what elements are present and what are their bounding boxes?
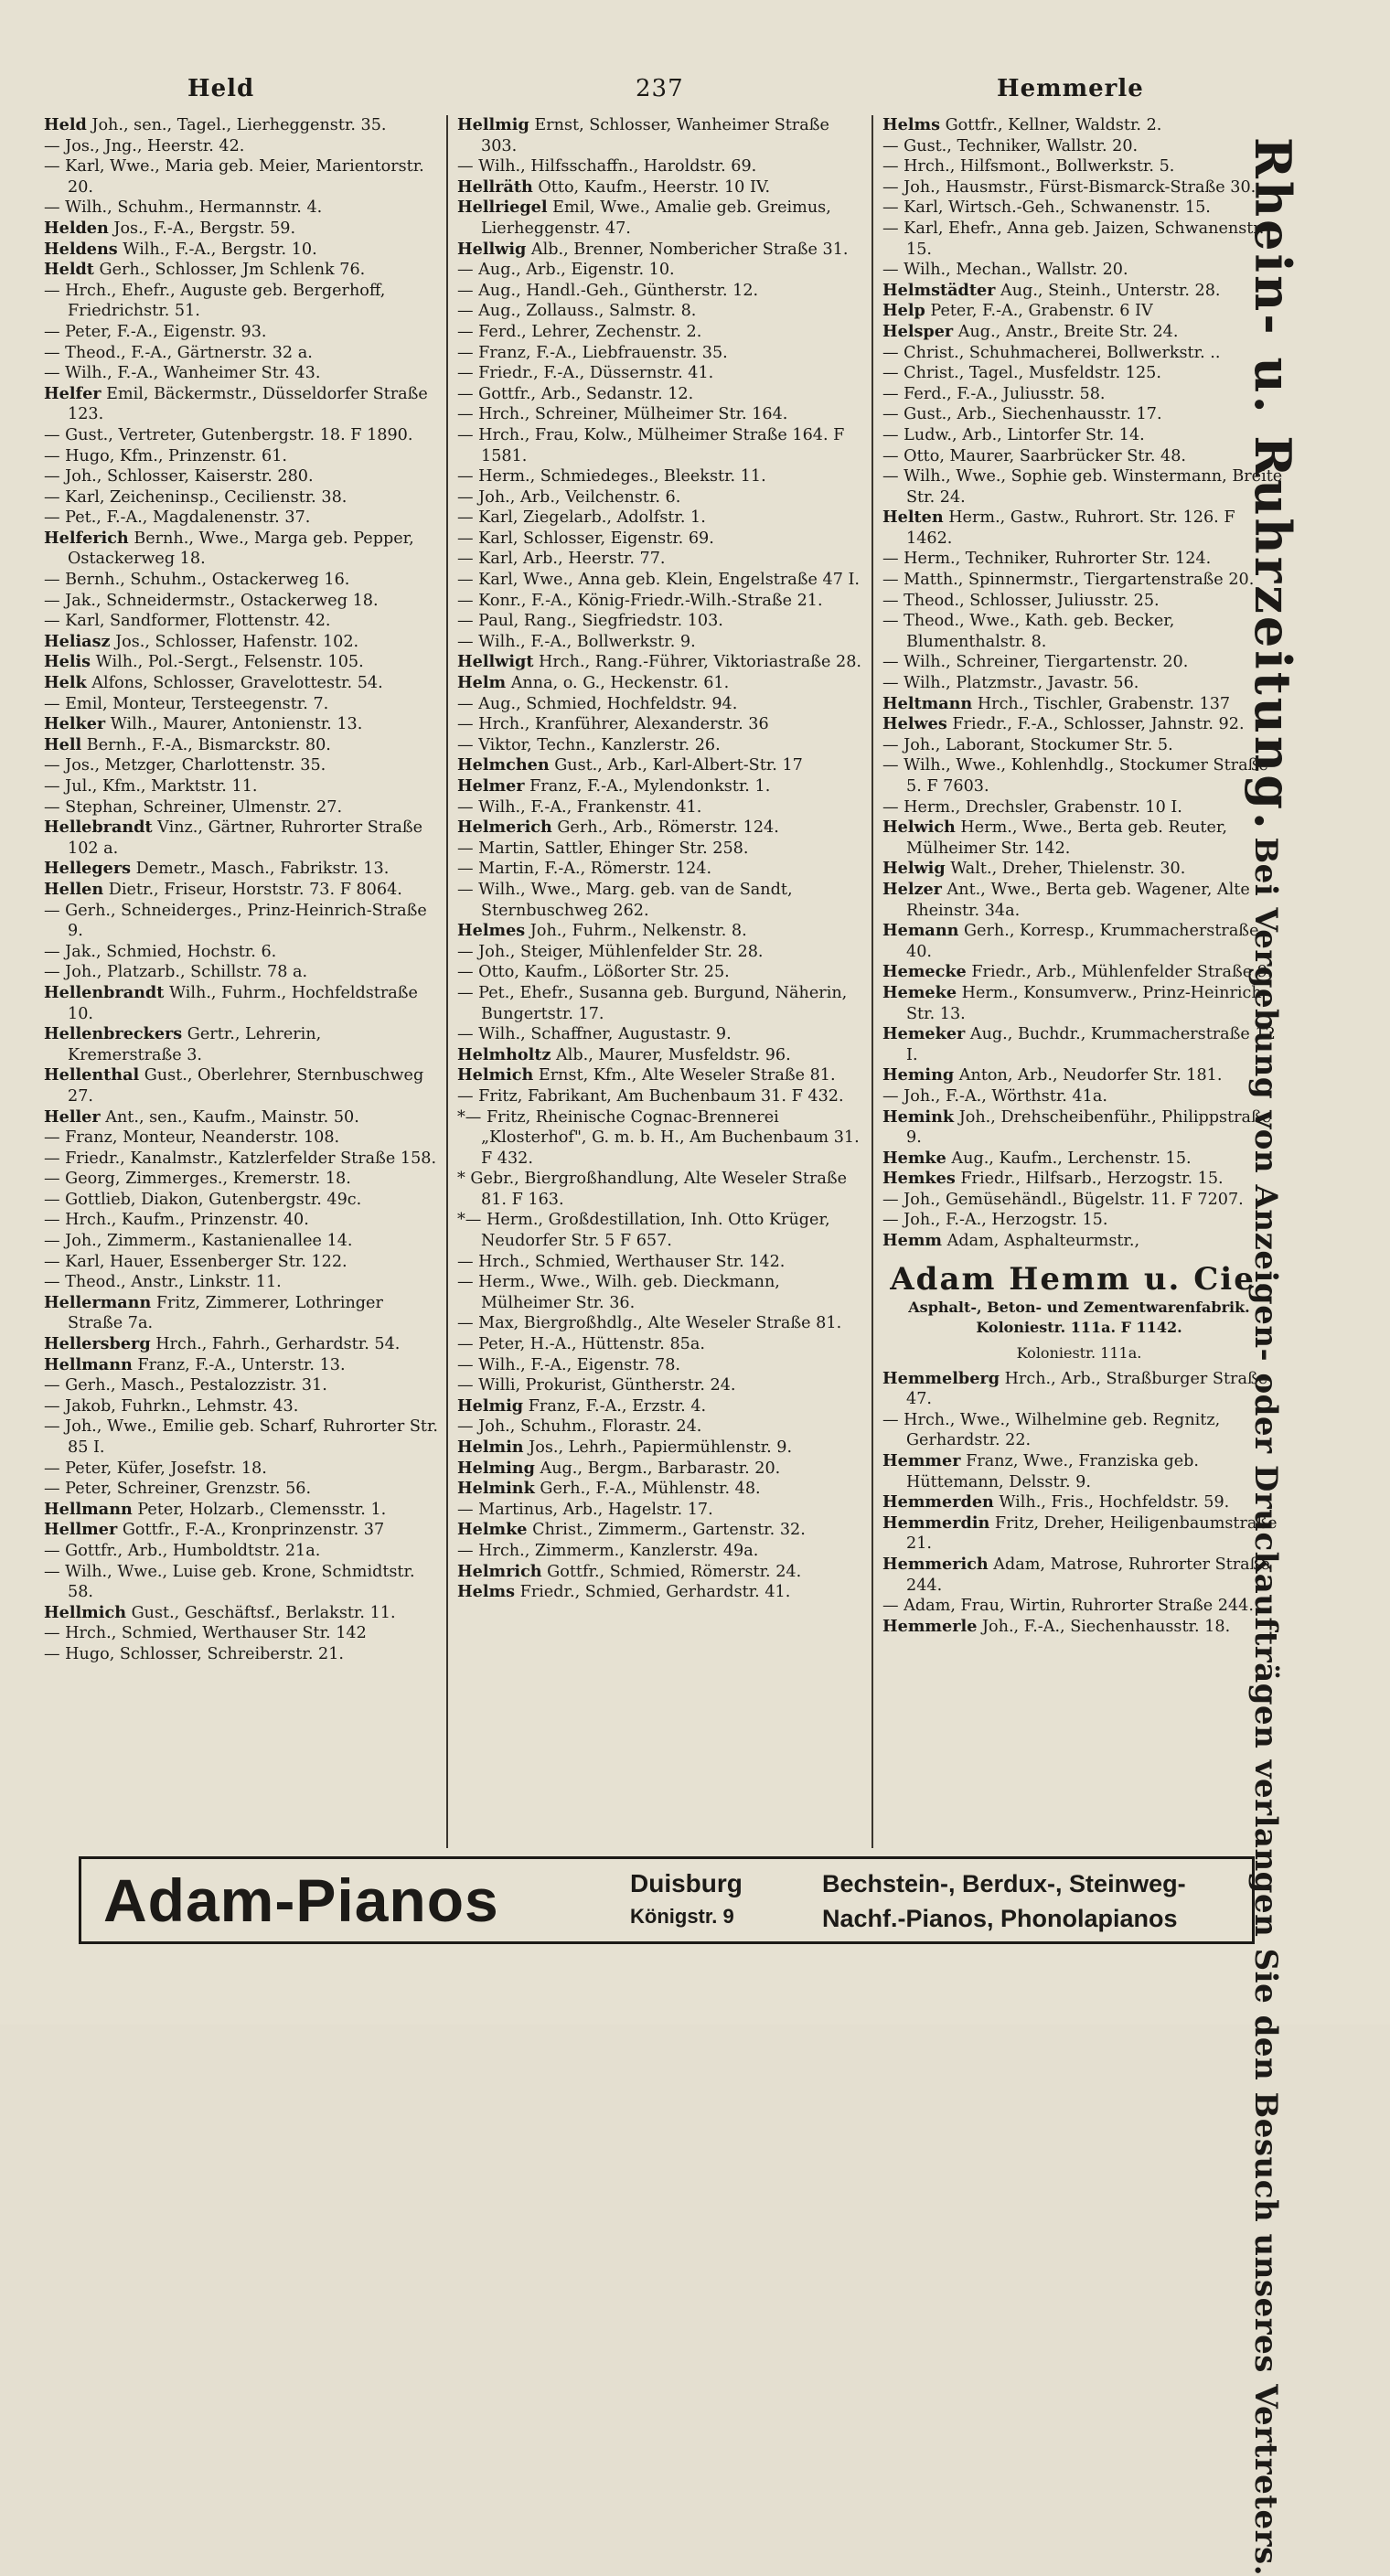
directory-entry: — Jul., Kfm., Marktstr. 11. <box>44 777 258 796</box>
directory-entry: Help Peter, F.-A., Grabenstr. 6 IV <box>882 301 1153 321</box>
directory-entry: *— Fritz, Rheinische Cognac-Brennerei „Klosterhof", G. m. b. H., Am Buchenbaum 31. F 432. <box>457 1107 860 1168</box>
directory-entry: — Hrch., Schreiner, Mülheimer Str. 164. <box>457 405 788 424</box>
column-3-entries-continued <box>882 1369 1285 1638</box>
directory-entry: — Hrch., Hilfsmont., Bollwerkstr. 5. <box>882 157 1175 176</box>
directory-entry: Helten Herm., Gastw., Ruhrort. Str. 126. F 1462. <box>882 508 1235 548</box>
directory-entry: — Gottfr., Arb., Sedanstr. 12. <box>457 384 694 403</box>
directory-entry: — Matth., Spinnermstr., Tiergartenstraße 20. <box>882 571 1255 590</box>
directory-entry: — Wilh., Wwe., Kohlenhdlg., Stockumer Straße 5. F 7603. <box>882 756 1268 796</box>
directory-entry: — Joh., Hausmstr., Fürst-Bismarck-Straße 30. <box>882 177 1256 197</box>
directory-entry: Hemke Aug., Kaufm., Lerchenstr. 15. <box>882 1148 1192 1168</box>
directory-entry: — Herm., Wwe., Wilh. geb. Dieckmann, Mülheimer Str. 36. <box>457 1273 780 1312</box>
directory-entry: — Jos., Jng., Heerstr. 42. <box>44 136 245 155</box>
directory-entry: Heller Ant., sen., Kaufm., Mainstr. 50. <box>44 1106 359 1127</box>
directory-entry: Helmerich Gerh., Arb., Römerstr. 124. <box>457 818 779 838</box>
banner-name: Adam-Pianos <box>103 1866 499 1934</box>
directory-entry: — Wilh., Schuhm., Hermannstr. 4. <box>44 198 323 218</box>
directory-entry: — Jos., Metzger, Charlottenstr. 35. <box>44 756 326 775</box>
directory-entry: — Jak., Schmied, Hochstr. 6. <box>44 942 277 961</box>
directory-entry: — Aug., Zollauss., Salmstr. 8. <box>457 302 697 321</box>
directory-entry: — Wilh., Schreiner, Tiergartenstr. 20. <box>882 653 1189 672</box>
directory-entry: Helis Wilh., Pol.-Sergt., Felsenstr. 105. <box>44 652 364 672</box>
directory-entry: — Ferd., Lehrer, Zechenstr. 2. <box>457 322 702 341</box>
directory-entry: Hellen Dietr., Friseur, Horststr. 73. F 8064. <box>44 879 402 899</box>
directory-entry: Hellegers Demetr., Masch., Fabrikstr. 13. <box>44 859 390 879</box>
directory-entry: Hemmerich Adam, Matrose, Ruhrorter Straße 244. <box>882 1555 1270 1595</box>
directory-entry: — Christ., Tagel., Musfeldstr. 125. <box>882 364 1161 383</box>
directory-entry: — Karl, Wwe., Maria geb. Meier, Marientorstr. 20. <box>44 157 424 197</box>
banner-brands-line-1: Bechstein-, Berdux-, Steinweg- <box>822 1870 1186 1897</box>
directory-entry: — Aug., Arb., Eigenstr. 10. <box>457 261 675 280</box>
directory-entry: — Karl, Schlosser, Eigenstr. 69. <box>457 529 714 548</box>
directory-entry: — Georg, Zimmerges., Kremerstr. 18. <box>44 1170 351 1189</box>
directory-entry: — Hrch., Kaufm., Prinzenstr. 40. <box>44 1211 309 1230</box>
directory-entry: Helker Wilh., Maurer, Antonienstr. 13. <box>44 714 363 734</box>
directory-entry: Hellmig Ernst, Schlosser, Wanheimer Straße 303. <box>457 115 829 155</box>
header-right-keyword: Hemmerle <box>997 75 1144 102</box>
directory-entry: — Fritz, Fabrikant, Am Buchenbaum 31. F 432. <box>457 1086 844 1106</box>
directory-entry: — Herm., Techniker, Ruhrorter Str. 124. <box>882 550 1212 569</box>
directory-entry: — Ferd., F.-A., Juliusstr. 58. <box>882 384 1106 403</box>
directory-entry: — Otto, Kaufm., Lößorter Str. 25. <box>457 963 730 982</box>
directory-entry: Hemmelberg Hrch., Arb., Straßburger Straße 47. <box>882 1368 1268 1409</box>
directory-entry: Hemann Gerh., Korresp., Krummacherstraße 40. <box>882 921 1259 961</box>
directory-entry: Hellersberg Hrch., Fahrh., Gerhardstr. 54. <box>44 1334 401 1354</box>
directory-entry: — Hugo, Kfm., Prinzenstr. 61. <box>44 446 287 465</box>
hemm-advertisement <box>873 1261 1285 1363</box>
directory-entry: Hellriegel Emil, Wwe., Amalie geb. Greimus, Lierheggenstr. 47. <box>457 198 831 238</box>
directory-entry: — Gerh., Masch., Pestalozzistr. 31. <box>44 1376 327 1395</box>
directory-entry: Hellenthal Gust., Oberlehrer, Sternbuschweg 27. <box>44 1065 424 1106</box>
directory-entry: Hell Bernh., F.-A., Bismarckstr. 80. <box>44 734 331 754</box>
directory-entry: — Joh., Zimmerm., Kastanienallee 14. <box>44 1232 353 1251</box>
directory-entry: — Wilh., Platzmstr., Javastr. 56. <box>882 674 1139 693</box>
directory-entry: — Joh., Schuhm., Florastr. 24. <box>457 1417 702 1437</box>
directory-entry: — Hrch., Frau, Kolw., Mülheimer Straße 164. F 1581. <box>457 425 845 465</box>
directory-entry: — Aug., Schmied, Hochfeldstr. 94. <box>457 694 738 713</box>
directory-entry: — Karl, Wwe., Anna geb. Klein, Engelstraße 47 I. <box>457 571 861 590</box>
directory-entry: — Joh., Steiger, Mühlenfelder Str. 28. <box>457 942 764 961</box>
directory-entry: — Joh., F.-A., Wörthstr. 41a. <box>882 1086 1107 1106</box>
directory-entry: — Christ., Schuhmacherei, Bollwerkstr. .. <box>882 343 1221 362</box>
directory-entry: Hemmerdin Fritz, Dreher, Heiligenbaumstraße 21. <box>882 1512 1278 1554</box>
directory-entry: Helmrich Gottfr., Schmied, Römerstr. 24. <box>457 1561 802 1581</box>
sidebar-title: Rhein- u. Ruhrzeitung. <box>1244 137 1302 832</box>
banner-brands-line-2: Nachf.-Pianos, Phonolapianos <box>822 1905 1178 1932</box>
directory-entry: — Karl, Sandformer, Flottenstr. 42. <box>44 612 331 631</box>
directory-entry: Helfer Emil, Bäckermstr., Düsseldorfer Straße 123. <box>44 383 428 424</box>
directory-entry: — Gust., Arb., Siechenhausstr. 17. <box>882 405 1162 424</box>
directory-entry: Heming Anton, Arb., Neudorfer Str. 181. <box>882 1065 1223 1085</box>
directory-entry: *— Herm., Großdestillation, Inh. Otto Krüger, Neudorfer Str. 5 F 657. <box>457 1211 830 1251</box>
page-header <box>0 75 1271 108</box>
directory-entry: — Gust., Techniker, Wallstr. 20. <box>882 136 1139 155</box>
directory-entry: * Gebr., Biergroßhandlung, Alte Weseler Straße 81. F 163. <box>457 1170 848 1209</box>
directory-entry: — Joh., Gemüsehändl., Bügelstr. 11. F 7207. <box>882 1190 1244 1209</box>
directory-entry: — Wilh., F.-A., Bollwerkstr. 9. <box>457 632 696 651</box>
directory-entry: — Ludw., Arb., Lintorfer Str. 14. <box>882 425 1145 444</box>
banner-street: Königstr. 9 <box>630 1905 734 1928</box>
directory-entry: — Wilh., F.-A., Eigenstr. 78. <box>457 1355 681 1374</box>
directory-entry: Helmchen Gust., Arb., Karl-Albert-Str. 17 <box>457 755 803 775</box>
directory-entry: — Herm., Schmiedeges., Bleekstr. 11. <box>457 467 766 486</box>
directory-entry: Helden Jos., F.-A., Bergstr. 59. <box>44 218 296 238</box>
directory-entry: — Joh., Laborant, Stockumer Str. 5. <box>882 735 1173 754</box>
directory-entry: Helmig Franz, F.-A., Erzstr. 4. <box>457 1395 707 1416</box>
directory-entry: — Gottlieb, Diakon, Gutenbergstr. 49c. <box>44 1190 362 1209</box>
directory-entry: — Karl, Arb., Heerstr. 77. <box>457 550 666 569</box>
directory-entry: — Jakob, Fuhrkn., Lehmstr. 43. <box>44 1396 299 1416</box>
directory-entry: — Franz, F.-A., Liebfrauenstr. 35. <box>457 343 728 362</box>
directory-entry: — Pet., F.-A., Magdalenenstr. 37. <box>44 508 311 528</box>
directory-entry: Hellebrandt Vinz., Gärtner, Ruhrorter Straße 102 a. <box>44 818 422 858</box>
directory-entry: — Adam, Frau, Wirtin, Ruhrorter Straße 244. <box>882 1597 1254 1616</box>
directory-entry: Hellmer Gottfr., F.-A., Kronprinzenstr. 37 <box>44 1520 385 1540</box>
directory-entry: — Peter, Küfer, Josefstr. 18. <box>44 1459 267 1478</box>
directory-entry: — Joh., Wwe., Emilie geb. Scharf, Ruhrorter Str. 85 I. <box>44 1417 439 1457</box>
vertical-sidebar-ad <box>1244 137 1339 2576</box>
directory-entry: — Joh., Arb., Veilchenstr. 6. <box>457 487 681 507</box>
directory-entry: Helm Anna, o. G., Heckenstr. 61. <box>457 673 730 693</box>
page-number: 237 <box>636 75 684 102</box>
directory-entry: Hemmerle Joh., F.-A., Siechenhausstr. 18. <box>882 1616 1231 1636</box>
directory-entry: — Gust., Vertreter, Gutenbergstr. 18. F 1890. <box>44 425 413 444</box>
directory-entry: — Theod., Anstr., Linkstr. 11. <box>44 1273 282 1292</box>
directory-entry: — Martinus, Arb., Hagelstr. 17. <box>457 1500 713 1519</box>
piano-banner-ad <box>79 1856 1255 1944</box>
directory-entry: Helsper Aug., Anstr., Breite Str. 24. <box>882 321 1179 341</box>
sidebar-text: Bei Vergebung von Anzeigen- oder Druckaufträgen verlangen Sie den Besuch unseres Vertreters. <box>1247 837 1284 2576</box>
directory-entry: — Theod., Schlosser, Juliusstr. 25. <box>882 591 1160 610</box>
directory-entry: Heldt Gerh., Schlosser, Jm Schlenk 76. <box>44 260 366 280</box>
directory-entry: — Willi, Prokurist, Güntherstr. 24. <box>457 1376 736 1395</box>
directory-entry: Hemm Adam, Asphalteurmstr., <box>882 1231 1140 1251</box>
directory-entry: — Wilh., Schaffner, Augustastr. 9. <box>457 1025 732 1044</box>
directory-entry: — Peter, Schreiner, Grenzstr. 56. <box>44 1480 312 1499</box>
directory-entry: — Joh., F.-A., Herzogstr. 15. <box>882 1211 1108 1230</box>
directory-entry: Helming Aug., Bergm., Barbarastr. 20. <box>457 1458 781 1478</box>
directory-entry: Hemecke Friedr., Arb., Mühlenfelder Straße 9. <box>882 962 1273 982</box>
directory-entry: — Hrch., Ehefr., Auguste geb. Bergerhoff, Friedrichstr. 51. <box>44 281 386 321</box>
ad-title: Adam Hemm u. Cie. <box>890 1260 1268 1298</box>
directory-entry: — Konr., F.-A., König-Friedr.-Wilh.-Straße 21. <box>457 591 823 610</box>
ad-extra-line: Koloniestr. 111a. <box>1016 1343 1142 1362</box>
directory-entry: Held Joh., sen., Tagel., Lierheggenstr. 35. <box>44 115 387 134</box>
directory-entry: — Herm., Drechsler, Grabenstr. 10 I. <box>882 797 1182 817</box>
directory-entry: Hellwig Alb., Brenner, Nombericher Straße 31. <box>457 239 849 259</box>
column-3-entries <box>882 115 1285 1252</box>
directory-entry: Hellräth Otto, Kaufm., Heerstr. 10 IV. <box>457 176 771 197</box>
directory-entry: — Aug., Handl.-Geh., Güntherstr. 12. <box>457 281 759 300</box>
directory-entry: — Otto, Maurer, Saarbrücker Str. 48. <box>882 446 1186 465</box>
directory-entry: — Hrch., Schmied, Werthauser Str. 142. <box>457 1252 786 1271</box>
directory-entry: — Wilh., F.-A., Wanheimer Str. 43. <box>44 364 321 383</box>
directory-entry: — Emil, Monteur, Tersteegenstr. 7. <box>44 694 329 713</box>
directory-entry: — Theod., Wwe., Kath. geb. Becker, Blumenthalstr. 8. <box>882 612 1175 651</box>
directory-entry: — Wilh., Wwe., Luise geb. Krone, Schmidtstr. 58. <box>44 1562 415 1602</box>
directory-entry: — Hrch., Zimmerm., Kanzlerstr. 49a. <box>457 1541 759 1560</box>
directory-entry: — Max, Biergroßhdlg., Alte Weseler Straße 81. <box>457 1314 842 1333</box>
ad-address: Koloniestr. 111a. F 1142. <box>976 1318 1182 1336</box>
directory-entry: Helwes Friedr., F.-A., Schlosser, Jahnstr. 92. <box>882 714 1245 734</box>
header-left-keyword: Held <box>187 75 255 102</box>
directory-entry: Hemmer Franz, Wwe., Franziska geb. Hüttemann, Delsstr. 9. <box>882 1451 1199 1491</box>
directory-entry: — Viktor, Techn., Kanzlerstr. 26. <box>457 735 721 754</box>
directory-entry: — Peter, F.-A., Eigenstr. 93. <box>44 322 267 341</box>
sidebar-rotated <box>1244 137 1302 2576</box>
directory-entry: Hemeke Herm., Konsumverw., Prinz-Heinrich-Str. 13. <box>882 982 1267 1023</box>
directory-entry: — Hrch., Kranführer, Alexanderstr. 36 <box>457 715 769 734</box>
directory-entry: — Wilh., Mechan., Wallstr. 20. <box>882 261 1128 280</box>
directory-entry: — Franz, Monteur, Neanderstr. 108. <box>44 1128 340 1148</box>
directory-entry: Helmstädter Aug., Steinh., Unterstr. 28. <box>882 280 1221 300</box>
directory-entry: Helwig Walt., Dreher, Thielenstr. 30. <box>882 859 1186 879</box>
column-2 <box>446 115 869 1848</box>
directory-entry: — Gottfr., Arb., Humboldtstr. 21a. <box>44 1541 321 1560</box>
directory-entry: Helmes Joh., Fuhrm., Nelkenstr. 8. <box>457 921 747 941</box>
directory-entry: Helmke Christ., Zimmerm., Gartenstr. 32. <box>457 1520 806 1540</box>
banner-city: Duisburg <box>630 1869 743 1897</box>
directory-entry: — Wilh., Hilfsschaffn., Haroldstr. 69. <box>457 157 757 176</box>
directory-entry: Helzer Ant., Wwe., Berta geb. Wagener, Alte Rheinstr. 34a. <box>882 879 1250 920</box>
column-3 <box>871 115 1285 1848</box>
ad-subtitle: Asphalt-, Beton- und Zementwarenfabrik. <box>908 1298 1250 1316</box>
directory-entry: — Joh., Platzarb., Schillstr. 78 a. <box>44 963 308 982</box>
directory-entry: Helmholtz Alb., Maurer, Musfeldstr. 96. <box>457 1044 791 1064</box>
directory-entry: Hellmann Franz, F.-A., Unterstr. 13. <box>44 1354 346 1374</box>
directory-entry: — Hrch., Schmied, Werthauser Str. 142 <box>44 1624 367 1643</box>
directory-entry: — Martin, Sattler, Ehinger Str. 258. <box>457 839 749 858</box>
directory-entry: — Paul, Rang., Siegfriedstr. 103. <box>457 612 723 631</box>
directory-entry: Hemmerden Wilh., Fris., Hochfeldstr. 59. <box>882 1492 1230 1512</box>
directory-entry: Hellenbreckers Gertr., Lehrerin, Kremerstraße 3. <box>44 1024 322 1064</box>
directory-entry: — Friedr., F.-A., Düssernstr. 41. <box>457 364 714 383</box>
directory-entry: Hemeker Aug., Buchdr., Krummacherstraße 12 I. <box>882 1024 1276 1064</box>
directory-entry: — Wilh., Wwe., Marg. geb. van de Sandt, Sternbuschweg 262. <box>457 880 793 920</box>
directory-entry: Helmer Franz, F.-A., Mylendonkstr. 1. <box>457 776 771 796</box>
directory-entry: Hellenbrandt Wilh., Fuhrm., Hochfeldstraße 10. <box>44 982 418 1023</box>
directory-entry: Helms Friedr., Schmied, Gerhardstr. 41. <box>457 1582 791 1602</box>
directory-entry: — Martin, F.-A., Römerstr. 124. <box>457 860 712 879</box>
directory-entry: Hellmann Peter, Holzarb., Clemensstr. 1. <box>44 1499 387 1519</box>
directory-entry: — Jak., Schneidermstr., Ostackerweg 18. <box>44 591 379 610</box>
directory-entry: — Karl, Ehefr., Anna geb. Jaizen, Schwanenstr. 15. <box>882 219 1265 259</box>
directory-entry: — Karl, Hauer, Essenberger Str. 122. <box>44 1252 348 1271</box>
directory-entry: Hellwigt Hrch., Rang.-Führer, Viktoriastraße 28. <box>457 652 861 672</box>
column-1 <box>44 115 439 1848</box>
directory-entry: Helmin Jos., Lehrh., Papiermühlenstr. 9. <box>457 1438 793 1457</box>
directory-entry: Hellmich Gust., Geschäftsf., Berlakstr. 11. <box>44 1602 396 1622</box>
directory-entry: — Karl, Zeicheninsp., Cecilienstr. 38. <box>44 487 348 507</box>
directory-entry: — Pet., Ehefr., Susanna geb. Burgund, Näherin, Bungertstr. 17. <box>457 983 848 1023</box>
directory-entry: — Karl, Wirtsch.-Geh., Schwanenstr. 15. <box>882 198 1211 218</box>
directory-entry: — Wilh., F.-A., Frankenstr. 41. <box>457 797 702 817</box>
directory-entry: Helms Gottfr., Kellner, Waldstr. 2. <box>882 115 1162 134</box>
directory-entry: — Gerh., Schneiderges., Prinz-Heinrich-Straße 9. <box>44 901 427 941</box>
directory-entry: Heliasz Jos., Schlosser, Hafenstr. 102. <box>44 631 359 651</box>
directory-entry: Helmink Gerh., F.-A., Mühlenstr. 48. <box>457 1479 761 1499</box>
directory-entry: — Friedr., Kanalmstr., Katzlerfelder Straße 158. <box>44 1149 437 1168</box>
directory-entry: — Stephan, Schreiner, Ulmenstr. 27. <box>44 797 343 817</box>
directory-entry: Helmich Ernst, Kfm., Alte Weseler Straße 81. <box>457 1065 836 1085</box>
directory-entry: — Karl, Ziegelarb., Adolfstr. 1. <box>457 508 706 528</box>
directory-entry: Helk Alfons, Schlosser, Gravelottestr. 54. <box>44 673 383 693</box>
directory-entry: — Theod., F.-A., Gärtnerstr. 32 a. <box>44 343 313 362</box>
directory-entry: — Bernh., Schuhm., Ostackerweg 16. <box>44 571 350 590</box>
directory-entry: Hemink Joh., Drehscheibenführ., Philippstraße 9. <box>882 1106 1272 1148</box>
directory-entry: Hellermann Fritz, Zimmerer, Lothringer Straße 7a. <box>44 1292 383 1333</box>
directory-entry: — Peter, H.-A., Hüttenstr. 85a. <box>457 1335 705 1354</box>
directory-entry: Helwich Herm., Wwe., Berta geb. Reuter, Mülheimer Str. 142. <box>882 818 1227 858</box>
directory-entry: — Joh., Schlosser, Kaiserstr. 280. <box>44 467 314 486</box>
directory-entry: Heldens Wilh., F.-A., Bergstr. 10. <box>44 239 317 259</box>
directory-entry: Helferich Bernh., Wwe., Marga geb. Pepper, Ostackerweg 18. <box>44 528 414 569</box>
directory-entry: — Hugo, Schlosser, Schreiberstr. 21. <box>44 1644 345 1663</box>
directory-entry: Heltmann Hrch., Tischler, Grabenstr. 137 <box>882 693 1231 713</box>
directory-entry: — Hrch., Wwe., Wilhelmine geb. Regnitz, Gerhardstr. 22. <box>882 1410 1221 1450</box>
directory-entry: — Wilh., Wwe., Sophie geb. Winstermann, Breite Str. 24. <box>882 467 1283 507</box>
directory-entry: Hemkes Friedr., Hilfsarb., Herzogstr. 15. <box>882 1169 1224 1189</box>
